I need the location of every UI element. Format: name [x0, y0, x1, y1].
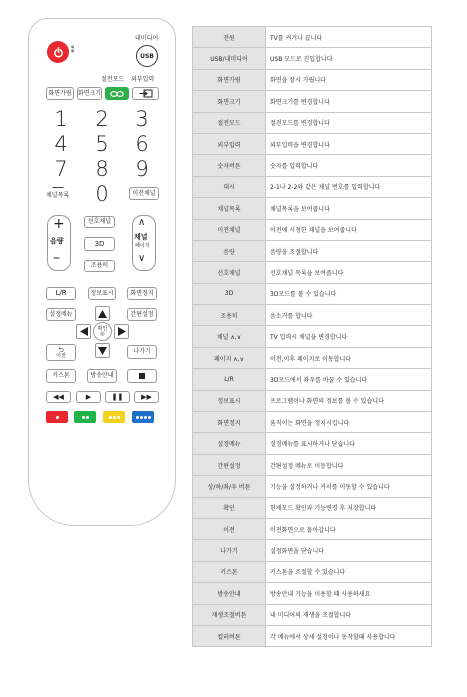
function-description-cell: TV 입력시 채널을 변경합니다: [266, 326, 432, 347]
play-icon: ▶: [85, 392, 92, 401]
button-name-cell: 채널 ∧,∨: [193, 326, 266, 347]
flashback-button[interactable]: 이전채널: [129, 187, 159, 200]
table-row: [193, 133, 432, 154]
channel-up-icon: ∧: [138, 217, 146, 228]
function-description-cell: 화면을 잠시 가립니다: [266, 69, 432, 90]
screen-off-button[interactable]: 화면가림: [46, 87, 74, 100]
button-name-cell: USB/내미디어: [193, 48, 266, 69]
number-1-button[interactable]: 1: [54, 107, 68, 131]
button-name-cell: 숫자버튼: [193, 155, 266, 176]
energy-saving-button[interactable]: [105, 87, 129, 100]
table-row: [193, 155, 432, 176]
table-row: [193, 326, 432, 347]
freeze-button[interactable]: 화면정지: [127, 287, 157, 300]
table-row: [193, 561, 432, 582]
blue-button[interactable]: [132, 411, 154, 423]
pause-icon: ❚❚: [111, 392, 124, 401]
table-row: [193, 347, 432, 368]
function-description-cell: 방송안내 기능을 이용할 때 사용하세요: [266, 583, 432, 604]
table-row: [193, 27, 432, 48]
guide-button[interactable]: 방송안내: [87, 369, 117, 383]
power-button[interactable]: [47, 41, 69, 63]
yellow-button[interactable]: [103, 411, 125, 423]
number-2-button[interactable]: 2: [95, 107, 109, 131]
table-row: [193, 240, 432, 261]
arrow-up-icon: [98, 310, 107, 318]
function-description-cell: 화면크기를 변경합니다: [266, 91, 432, 112]
volume-up-icon: +: [53, 216, 65, 232]
remote-control-illustration: [28, 18, 176, 526]
number-3-button[interactable]: 3: [135, 107, 149, 131]
screen-size-button[interactable]: 화면크기: [77, 87, 102, 100]
exit-button[interactable]: 나가기: [127, 345, 157, 359]
button-name-cell: 재생조절버튼: [193, 604, 266, 625]
channel-rocker[interactable]: [132, 215, 156, 271]
function-description-cell: 음량을 조절합니다: [266, 240, 432, 261]
back-icon: ⮌: [58, 345, 64, 354]
button-name-cell: 선호채널: [193, 262, 266, 283]
button-name-cell: 이전: [193, 518, 266, 539]
button-name-cell: 방송안내: [193, 583, 266, 604]
function-description-cell: 프로그램이나 화면의 정보를 볼 수 있습니다: [266, 390, 432, 411]
function-description-cell: 키스톤을 조절할 수 있습니다: [266, 561, 432, 582]
rewind-icon: ◀◀: [53, 392, 64, 401]
table-row: [193, 369, 432, 390]
number-0-button[interactable]: 0: [95, 182, 109, 206]
function-description-cell: 설정화면을 닫습니다: [266, 540, 432, 561]
function-description-cell: 간편설정 메뉴로 이동합니다: [266, 454, 432, 475]
table-row: [193, 283, 432, 304]
table-row: [193, 305, 432, 326]
table-row: [193, 540, 432, 561]
left-button[interactable]: [76, 324, 91, 339]
page-label: 페이지: [135, 243, 150, 249]
fast-forward-button[interactable]: [134, 391, 159, 403]
right-button[interactable]: [114, 324, 129, 339]
usb-button[interactable]: USB: [136, 45, 158, 67]
button-name-cell: 정보표시: [193, 390, 266, 411]
function-description-cell: 설정메뉴를 표시하거나 닫습니다: [266, 433, 432, 454]
table-row: [193, 198, 432, 219]
function-description-cell: 채널목록을 보여줍니다: [266, 198, 432, 219]
button-name-cell: 키스톤: [193, 561, 266, 582]
volume-rocker[interactable]: [47, 215, 71, 271]
green-button[interactable]: [74, 411, 96, 423]
arrow-down-icon: [98, 347, 107, 355]
button-name-cell: 절전모드: [193, 112, 266, 133]
fast-forward-icon: ▶▶: [141, 392, 152, 401]
usb-caption: 내미디어: [135, 35, 159, 42]
input-button[interactable]: [132, 87, 159, 100]
table-row: [193, 176, 432, 197]
function-description-cell: 숫자를 입력합니다: [266, 155, 432, 176]
quick-settings-button[interactable]: 간편설정: [127, 308, 157, 321]
button-name-cell: L/R: [193, 369, 266, 390]
button-name-cell: 간편설정: [193, 454, 266, 475]
ok-label: 확인: [97, 325, 108, 332]
button-name-cell: 확인: [193, 497, 266, 518]
red-button[interactable]: [46, 411, 68, 423]
table-row: [193, 518, 432, 539]
button-name-cell: 외부입력: [193, 133, 266, 154]
function-description-cell: 음소거를 합니다: [266, 305, 432, 326]
number-6-button[interactable]: 6: [135, 132, 149, 156]
button-name-cell: 채널목록: [193, 198, 266, 219]
volume-down-icon: –: [53, 250, 60, 266]
function-description-cell: 2-1나 2-2와 같은 채널 번호를 입력합니다: [266, 176, 432, 197]
function-description-cell: 이전화면으로 돌아갑니다: [266, 518, 432, 539]
input-icon: [139, 89, 153, 98]
pause-button[interactable]: [105, 391, 130, 403]
table-row: [193, 604, 432, 625]
button-name-cell: 대시: [193, 176, 266, 197]
button-name-cell: 화면정지: [193, 412, 266, 433]
up-button[interactable]: [95, 306, 110, 321]
function-description-cell: 선호채널 목록을 보여줍니다: [266, 262, 432, 283]
table-row: [193, 91, 432, 112]
wheel-icon: ◎: [100, 330, 105, 337]
button-name-cell: 상/하/좌/우 버튼: [193, 476, 266, 497]
button-name-cell: 나가기: [193, 540, 266, 561]
button-name-cell: 3D: [193, 283, 266, 304]
button-name-cell: 음량: [193, 240, 266, 261]
arrow-right-icon: [118, 327, 126, 336]
table-row: [193, 625, 432, 646]
table-row: [193, 476, 432, 497]
function-description-cell: 기능을 설정하거나 커서를 이동할 수 있습니다: [266, 476, 432, 497]
mute-button[interactable]: 조용히: [84, 260, 115, 272]
number-5-button[interactable]: 5: [95, 132, 109, 156]
channel-label: 채널: [134, 233, 148, 241]
stop-icon: [139, 373, 145, 379]
function-description-cell: 외부입력을 변경합니다: [266, 133, 432, 154]
function-description-cell: 3D모드에서 좌우를 바꿀 수 있습니다: [266, 369, 432, 390]
channel-down-icon: ∨: [138, 253, 146, 264]
function-description-cell: 현재모드 확인과 기능변경 후 저장합니다: [266, 497, 432, 518]
button-name-cell: 페이지 ∧,∨: [193, 347, 266, 368]
function-description-cell: 움직이는 화면을 정지시킵니다: [266, 412, 432, 433]
arrow-left-icon: [80, 327, 88, 336]
energy-caption: 절전모드: [101, 76, 125, 83]
function-description-cell: 이전,이후 페이지로 이동합니다: [266, 347, 432, 368]
number-7-button[interactable]: 7: [54, 157, 68, 181]
button-name-cell: 설정메뉴: [193, 433, 266, 454]
table-body: [193, 27, 432, 647]
table-row: [193, 454, 432, 475]
3d-button[interactable]: 3D: [84, 237, 115, 251]
function-description-cell: 절전모드를 변경합니다: [266, 112, 432, 133]
number-9-button[interactable]: 9: [135, 157, 149, 181]
play-button[interactable]: [76, 391, 101, 403]
table-row: [193, 583, 432, 604]
table-row: [193, 219, 432, 240]
power-icon: [53, 47, 64, 58]
table-row: [193, 69, 432, 90]
button-name-cell: 전원: [193, 27, 266, 48]
function-description-cell: 내 미디어의 재생을 조절합니다: [266, 604, 432, 625]
table-row: [193, 112, 432, 133]
button-name-cell: 화면크기: [193, 91, 266, 112]
table-row: [193, 262, 432, 283]
number-4-button[interactable]: 4: [54, 132, 68, 156]
button-name-cell: 조용히: [193, 305, 266, 326]
table-row: [193, 412, 432, 433]
table-row: [193, 497, 432, 518]
keystone-button[interactable]: 키스톤: [46, 369, 76, 383]
function-description-cell: 이전에 시청한 채널을 보여줍니다: [266, 219, 432, 240]
function-description-cell: 각 메뉴에서 상세 설정이나 동작할때 사용합니다: [266, 625, 432, 646]
favorite-button[interactable]: 선호채널: [84, 216, 115, 228]
number-8-button[interactable]: 8: [95, 157, 109, 181]
input-caption: 외부입력: [131, 76, 155, 83]
dash-button[interactable]: —: [52, 180, 64, 194]
ok-button[interactable]: [93, 322, 112, 341]
lr-button[interactable]: L/R: [46, 287, 76, 300]
list-caption: 채널목록: [46, 192, 70, 199]
table-row: [193, 390, 432, 411]
button-name-cell: 화면가림: [193, 69, 266, 90]
info-button[interactable]: 정보표시: [88, 287, 116, 300]
stop-button[interactable]: [127, 369, 157, 383]
table-row: [193, 48, 432, 69]
function-description-cell: USB 모드로 진입합니다: [266, 48, 432, 69]
down-button[interactable]: [95, 343, 110, 358]
back-label: 이전: [56, 352, 66, 359]
button-function-table: [192, 26, 432, 647]
settings-button[interactable]: 설정메뉴: [46, 308, 76, 321]
button-name-cell: 컬러버튼: [193, 625, 266, 646]
function-description-cell: 3D모드를 볼 수 있습니다: [266, 283, 432, 304]
power-led: ● ●: [71, 44, 75, 53]
table-row: [193, 433, 432, 454]
button-name-cell: 이전채널: [193, 219, 266, 240]
back-button[interactable]: [46, 344, 76, 361]
volume-label: 음량: [50, 237, 64, 245]
rewind-button[interactable]: [46, 391, 71, 403]
function-description-cell: TV를 켜거나 끕니다: [266, 27, 432, 48]
eco-icon: [109, 90, 125, 98]
